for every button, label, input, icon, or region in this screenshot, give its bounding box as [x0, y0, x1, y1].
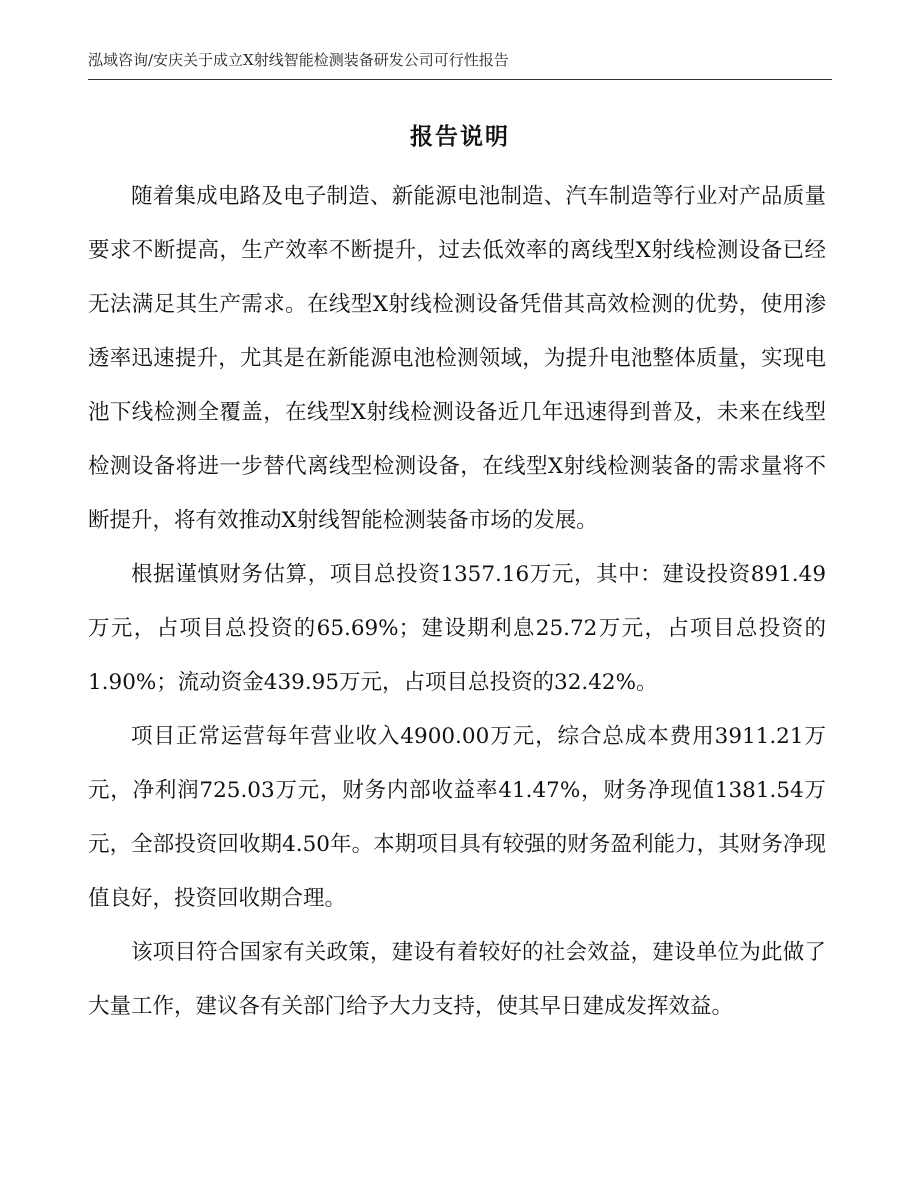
header-divider: [88, 79, 832, 80]
paragraph-background: 随着集成电路及电子制造、新能源电池制造、汽车制造等行业对产品质量要求不断提高，生产效率不断提升，过去低效率的离线型X射线检测设备已经无法满足其生产需求。在线型X射线检测设备凭借其高效检测的优势，使用渗透率迅速提升，尤其是在新能源电池检测领域，为提升电池整体质量，实现电池下线检测全覆盖，在线型X射线检测设备近几年迅速得到普及，未来在线型检测设备将进一步替代离线型检测设备，在线型X射线检测装备的需求量将不断提升，将有效推动X射线智能检测装备市场的发展。: [88, 184, 826, 533]
paragraph-investment: 根据谨慎财务估算，项目总投资1357.16万元，其中：建设投资891.49万元，占项目总投资的65.69%；建设期利息25.72万元，占项目总投资的1.90%；流动资金439.95万元，占项目总投资的32.42%。: [88, 562, 826, 695]
body-text: [88, 170, 826, 1034]
paragraph-financials: 项目正常运营每年营业收入4900.00万元，综合总成本费用3911.21万元，净利润725.03万元，财务内部收益率41.47%，财务净现值1381.54万元，全部投资回收期4.50年。本期项目具有较强的财务盈利能力，其财务净现值良好，投资回收期合理。: [88, 724, 826, 911]
running-header: 泓域咨询/安庆关于成立X射线智能检测装备研发公司可行性报告: [88, 51, 509, 69]
section-title: 报告说明: [410, 123, 510, 150]
paragraph-conclusion: 该项目符合国家有关政策，建设有着较好的社会效益，建设单位为此做了大量工作，建议各有关部门给予大力支持，使其早日建成发挥效益。: [88, 940, 826, 1019]
